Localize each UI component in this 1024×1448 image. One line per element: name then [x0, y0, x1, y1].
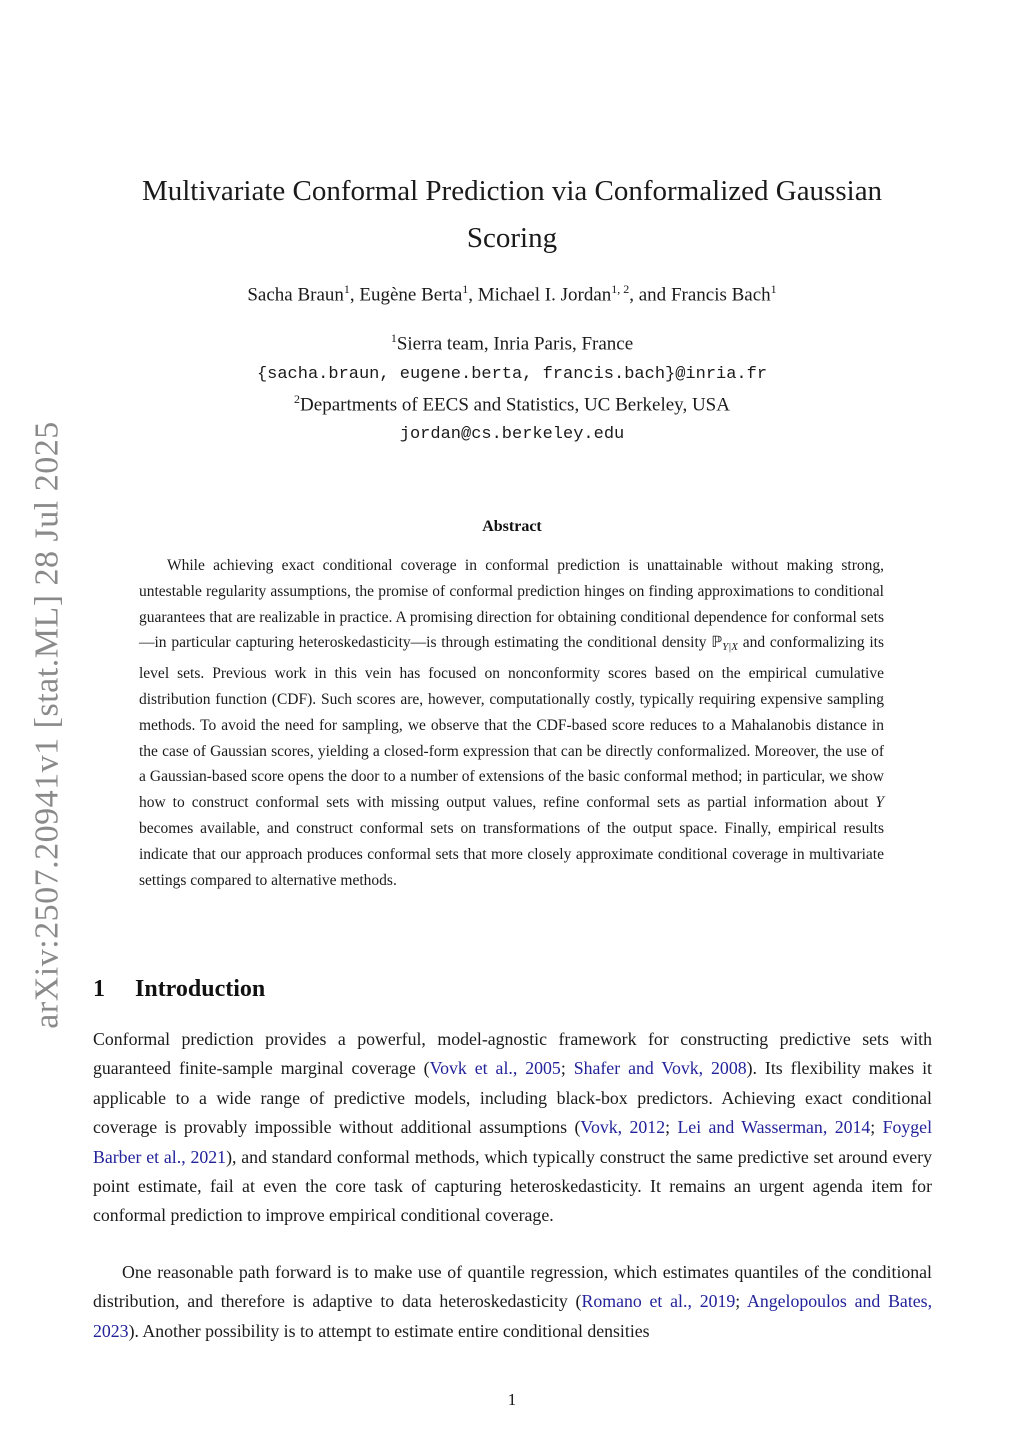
affiliation-1	[100, 331, 924, 355]
affiliation-1-email: {sacha.braun, eugene.berta, francis.bach}@inria.fr	[256, 365, 768, 384]
affiliation-text: Departments of EECS and Statistics, UC Berkeley, USA	[300, 394, 730, 416]
paragraph-text: ). Its flexibility makes it applicable to a wide range of predictive models, including black-box predictors. Achieving exact conditional coverage is provably impossible without additional assumptions (	[93, 1058, 933, 1138]
author-affiliation-mark: 1	[343, 282, 350, 296]
affiliation-text: Sierra team, Inria Paris, France	[396, 333, 634, 355]
citation-link[interactable]: Romano et al., 2019	[581, 1291, 736, 1312]
abstract-text: While achieving exact conditional coverage in conformal prediction is unattainable without making strong, untestable regularity assumptions, the promise of conformal prediction hinges on finding approximations to conditional guarantees that are realizable in practice. A promising direction for obtaining conditional dependence for conformal sets—in particular capturing heteroskedasticity—is through estimating the conditional density	[139, 557, 884, 652]
intro-paragraph-2: One reasonable path forward is to make use of quantile regression, which estimates quantiles of the conditional distribution, and therefore is adaptive to data heteroskedasticity (Romano et al., 2019; Angelopoulos and Bates, 2023). Another possibility is to attempt to estimate entire conditional densities	[93, 1262, 933, 1341]
author-name: Eugène Berta	[359, 284, 463, 306]
affiliation-2	[100, 392, 924, 416]
abstract-heading: Abstract	[482, 518, 542, 535]
author-affiliation-mark: 1, 2	[611, 282, 630, 296]
citation-link[interactable]: Shafer and Vovk, 2008	[573, 1058, 747, 1079]
citation-link[interactable]: Vovk, 2012	[580, 1117, 666, 1138]
arxiv-identifier-stamp	[18, 420, 78, 1030]
page-number: 1	[507, 1390, 517, 1409]
paper-title: Multivariate Conformal Prediction via Conformalized Gaussian Scoring	[141, 175, 883, 254]
citation-link[interactable]: Foygel Barber et al., 2021	[93, 1117, 933, 1167]
author-name: Michael I. Jordan	[477, 284, 612, 306]
author-separator: ,	[349, 284, 360, 306]
section-number: 1	[93, 976, 105, 1002]
affiliation-mark: 1	[390, 331, 397, 345]
paragraph-text: Conformal prediction provides a powerful, model-agnostic framework for constructing predictive sets with guaranteed finite-sample marginal coverage (	[93, 1029, 932, 1079]
citation-link[interactable]: Vovk et al., 2005	[429, 1058, 561, 1079]
affiliation-mark: 2	[294, 392, 301, 406]
citation-link[interactable]: Angelopoulos and Bates, 2023	[93, 1291, 933, 1341]
affiliation-2-email: jordan@cs.berkeley.edu	[399, 425, 625, 444]
abstract-body	[139, 553, 884, 893]
author-separator: ,	[468, 284, 478, 306]
paragraph-text: ). Another possibility is to attempt to estimate entire conditional densities	[128, 1320, 650, 1341]
author-name: Sacha Braun	[247, 284, 344, 306]
paragraph-text: One reasonable path forward is to make use of quantile regression, which estimates quantiles of the conditional distribution, and therefore is adaptive to data heteroskedasticity (	[93, 1262, 932, 1312]
paragraph-text: ), and standard conformal methods, which typically construct the same predictive set around every point estimate, fail at even the core task of capturing heteroskedasticity. It remains an urgent agenda item for conformal prediction to improve empirical conditional coverage.	[93, 1146, 932, 1226]
section-heading-introduction	[93, 976, 933, 1003]
arxiv-identifier-text: arXiv:2507.20941v1 [stat.ML] 28 Jul 2025	[29, 421, 66, 1029]
math-variable: Y	[875, 794, 884, 812]
intro-paragraph-1: Conformal prediction provides a powerful, model-agnostic framework for constructing predictive sets with guaranteed finite-sample marginal coverage (Vovk et al., 2005; Shafer and Vovk, 2008). Its flexibility makes it applicable to a wide range of predictive models, including black-box predictors. Achieving exact conditional coverage is provably impossible without additional assumptions (Vovk, 2012; Lei and Wasserman, 2014; Foygel Barber et al., 2021), and standard conformal methods, which typically construct the same predictive set around every point estimate, fail at even the core task of capturing heteroskedasticity. It remains an urgent agenda item for conformal prediction to improve empirical conditional coverage.	[93, 1029, 933, 1226]
section-title: Introduction	[135, 976, 266, 1002]
author-name: Francis Bach	[670, 284, 771, 306]
abstract-text: becomes available, and construct conformal sets on transformations of the output space. Finally, empirical results indicate that our approach produces conformal sets that more closely approximate conditional coverage in multivariate settings compared to alternative methods.	[139, 819, 884, 889]
density-symbol: ℙ	[711, 634, 723, 652]
author-separator: , and	[629, 284, 671, 306]
author-affiliation-mark: 1	[462, 282, 469, 296]
author-affiliation-mark: 1	[770, 282, 777, 296]
abstract-text: and conformalizing its level sets. Previous work in this vein has focused on nonconformity scores based on the empirical cumulative distribution function (CDF). Such scores are, however, computationally costly, typically requiring expensive sampling methods. To avoid the need for sampling, we observe that the CDF-based score reduces to a Mahalanobis distance in the case of Gaussian scores, yielding a closed-form expression that can be directly conformalized. Moreover, the use of a Gaussian-based score opens the door to a number of extensions of the basic conformal method; in particular, we show how to construct conformal sets with missing output values, refine conformal sets as partial information about	[139, 634, 884, 812]
citation-link[interactable]: Lei and Wasserman, 2014	[677, 1117, 871, 1138]
author-list	[100, 282, 924, 306]
density-subscript: Y|X	[722, 641, 739, 654]
